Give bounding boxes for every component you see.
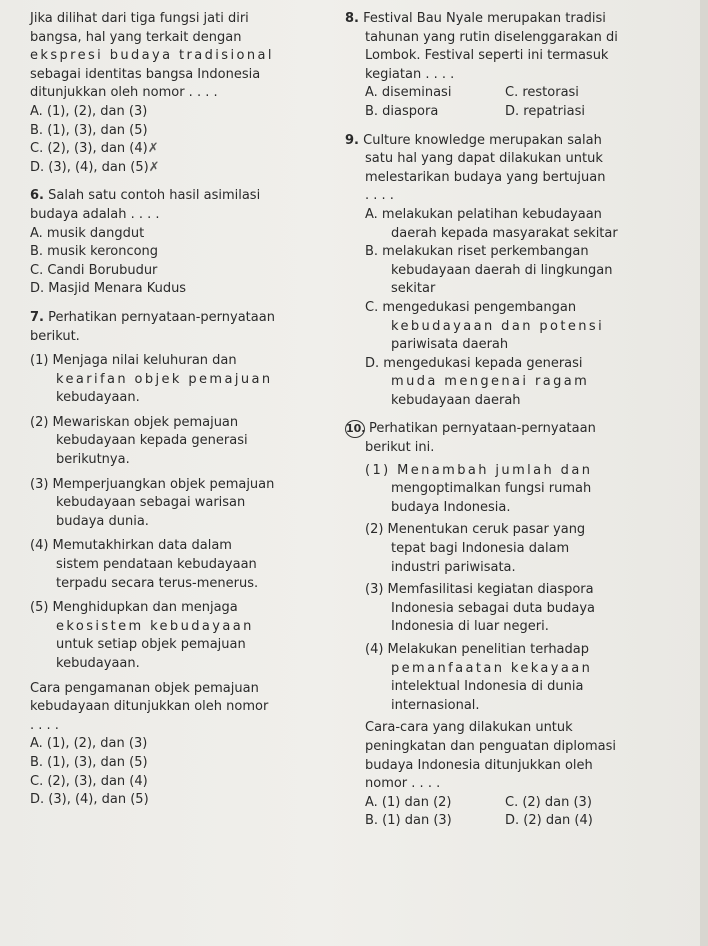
answer-option[interactable]: A. (1), (2), dan (3) <box>30 736 148 752</box>
answer-option[interactable]: B. diaspora <box>365 103 439 119</box>
statement-text: (4) Memutakhirkan data dalam <box>30 538 232 554</box>
answer-option[interactable]: C. (2), (3), dan (4) <box>30 773 148 789</box>
option-label: D. <box>30 159 45 175</box>
statement-text: Indonesia di luar negeri. <box>391 619 549 635</box>
question-8 <box>345 10 690 122</box>
answer-option-cont: pariwisata daerah <box>391 337 509 353</box>
question-text: tahunan yang rutin diselenggarakan di <box>365 29 618 45</box>
question-text: budaya adalah . . . . <box>30 206 160 222</box>
question-7 <box>30 309 330 810</box>
answer-option[interactable]: A. musik dangdut <box>30 225 145 241</box>
question-text: berikut. <box>30 328 80 344</box>
question-text: . . . . <box>30 717 59 733</box>
statement-text: pemanfaatan kekayaan <box>391 660 593 676</box>
question-text: sebagai identitas bangsa Indonesia <box>30 66 261 82</box>
answer-option[interactable]: A. diseminasi <box>365 85 452 101</box>
question-6 <box>30 187 330 299</box>
answer-option[interactable]: C. (2) dan (3) <box>505 794 592 810</box>
answer-option-cont: kebudayaan dan potensi <box>391 318 605 334</box>
answer-option[interactable] <box>30 140 330 159</box>
question-text: melestarikan budaya yang bertujuan <box>365 169 606 185</box>
question-text: kegiatan . . . . <box>365 66 455 82</box>
question-text: budaya Indonesia ditunjukkan oleh <box>365 757 593 773</box>
question-text: bangsa, hal yang terkait dengan <box>30 29 242 45</box>
answer-option-cont: sekitar <box>391 281 436 297</box>
statement-text: Indonesia sebagai duta budaya <box>391 600 596 616</box>
question-number-circled: 10. <box>345 420 365 438</box>
question-9 <box>345 132 690 411</box>
option-label: C. <box>30 141 44 157</box>
question-number: 8. <box>345 11 359 26</box>
answer-option[interactable]: A. melakukan pelatihan kebudayaan <box>365 206 602 222</box>
answer-option-cont: muda mengenai ragam <box>391 374 590 390</box>
question-text: Jika dilihat dari tiga fungsi jati diri <box>30 11 249 26</box>
answer-option[interactable]: D. Masjid Menara Kudus <box>30 281 187 297</box>
statement-text: ekosistem kebudayaan <box>56 618 254 634</box>
statement-text: mengoptimalkan fungsi rumah <box>391 481 592 497</box>
statement-text: kebudayaan. <box>56 390 140 406</box>
question-text: berikut ini. <box>365 440 435 456</box>
answer-option[interactable]: B. melakukan riset perkembangan <box>365 244 589 260</box>
cross-mark-icon: ✗ <box>148 159 160 175</box>
question-text: ekspresi budaya tradisional <box>30 48 274 64</box>
question-number: 6. <box>30 188 44 204</box>
option-text: (3), (4), dan (5) <box>48 159 149 175</box>
question-number: 7. <box>30 309 44 325</box>
answer-option-cont: daerah kepada masyarakat sekitar <box>391 225 618 241</box>
answer-option[interactable]: C. mengedukasi pengembangan <box>365 299 577 315</box>
answer-option[interactable]: D. mengedukasi kepada generasi <box>365 355 583 371</box>
question-text: Salah satu contoh hasil asimilasi <box>48 188 261 204</box>
answer-option[interactable] <box>30 122 330 141</box>
answer-option[interactable]: D. repatriasi <box>505 103 585 119</box>
question-number: 9. <box>345 132 359 148</box>
question-text: satu hal yang dapat dilakukan untuk <box>365 151 603 167</box>
page-edge <box>700 0 708 946</box>
statement-text: budaya Indonesia. <box>391 499 511 515</box>
statement-text: (4) Melakukan penelitian terhadap <box>365 642 589 657</box>
question-text: Lombok. Festival seperti ini termasuk <box>365 48 609 64</box>
answer-option[interactable]: C. restorasi <box>505 85 579 101</box>
statement-text: (3) Memfasilitasi kegiatan diaspora <box>365 582 594 598</box>
statement-text: (3) Memperjuangkan objek pemajuan <box>30 476 275 492</box>
question-text: Perhatikan pernyataan-pernyataan <box>369 421 596 437</box>
question-text: Culture knowledge merupakan salah <box>363 132 602 148</box>
question-text: Perhatikan pernyataan-pernyataan <box>48 309 275 325</box>
question-text: ditunjukkan oleh nomor . . . . <box>30 85 218 101</box>
question-text: peningkatan dan penguatan diplomasi <box>365 738 616 754</box>
option-label: A. <box>30 103 43 119</box>
option-text: (1), (2), dan (3) <box>46 103 148 119</box>
statement-text: internasional. <box>391 697 480 713</box>
statement-text: berikutnya. <box>56 452 130 468</box>
statement-text: tepat bagi Indonesia dalam <box>391 541 570 557</box>
statement-text: industri pariwisata. <box>391 559 516 575</box>
question-text: Cara pengamanan objek pemajuan <box>30 680 259 696</box>
answer-option[interactable]: B. (1), (3), dan (5) <box>30 754 148 770</box>
question-text: Cara-cara yang dilakukan untuk <box>365 720 573 736</box>
question-10 <box>345 420 690 830</box>
question-text: kebudayaan ditunjukkan oleh nomor <box>30 699 269 715</box>
intro-question <box>30 10 330 177</box>
statement-text: budaya dunia. <box>56 513 149 529</box>
answer-option[interactable]: A. (1) dan (2) <box>365 794 452 810</box>
answer-option[interactable]: C. Candi Borubudur <box>30 262 158 278</box>
question-text: Festival Bau Nyale merupakan tradisi <box>363 11 606 26</box>
answer-option-cont: kebudayaan daerah <box>391 392 521 408</box>
statement-text: kebudayaan sebagai warisan <box>56 495 246 511</box>
statement-text: (5) Menghidupkan dan menjaga <box>30 600 238 616</box>
option-label: B. <box>30 122 44 138</box>
statement-text: (1) Menjaga nilai keluhuran dan <box>30 353 237 369</box>
answer-option[interactable]: B. (1) dan (3) <box>365 813 452 829</box>
statement-text: kebudayaan kepada generasi <box>56 433 248 449</box>
statement-text: kebudayaan. <box>56 656 140 671</box>
answer-option[interactable] <box>30 159 330 178</box>
statement-text: (1) Menambah jumlah dan <box>365 462 593 478</box>
question-text: . . . . <box>365 188 394 204</box>
option-text: (1), (3), dan (5) <box>47 122 148 138</box>
option-text: (2), (3), dan (4) <box>47 141 148 157</box>
question-text: nomor . . . . <box>365 776 441 792</box>
statement-text: (2) Mewariskan objek pemajuan <box>30 414 239 430</box>
statement-text: kearifan objek pemajuan <box>56 371 273 387</box>
right-column <box>345 10 690 831</box>
answer-option[interactable]: B. musik keroncong <box>30 244 159 260</box>
statement-text: sistem pendataan kebudayaan <box>56 557 257 573</box>
answer-option[interactable] <box>30 103 330 122</box>
left-column <box>30 10 330 810</box>
statement-text: (2) Menentukan ceruk pasar yang <box>365 522 586 538</box>
statement-text: terpadu secara terus-menerus. <box>56 575 259 591</box>
answer-option[interactable]: D. (2) dan (4) <box>505 813 593 829</box>
answer-option-cont: kebudayaan daerah di lingkungan <box>391 262 613 278</box>
cross-mark-icon: ✗ <box>147 141 159 157</box>
answer-option[interactable]: D. (3), (4), dan (5) <box>30 792 149 808</box>
statement-text: untuk setiap objek pemajuan <box>56 637 246 653</box>
statement-text: intelektual Indonesia di dunia <box>391 679 584 695</box>
